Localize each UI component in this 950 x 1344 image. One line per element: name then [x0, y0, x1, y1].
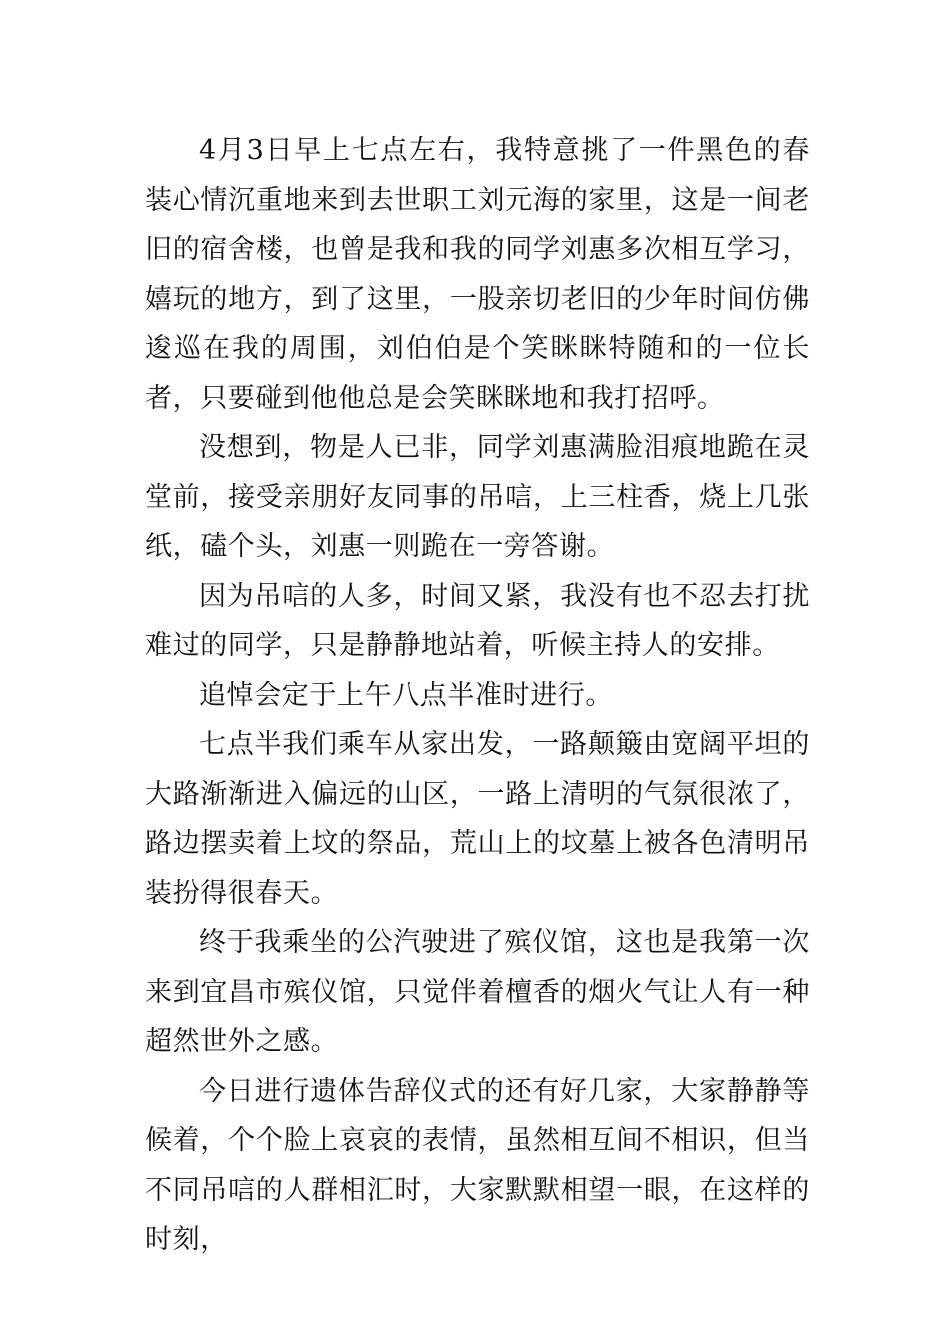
paragraph: 追悼会定于上午八点半准时进行。 [199, 679, 613, 711]
document-body [145, 126, 810, 1265]
paragraph: 因为吊唁的人多，时间又紧，我没有也不忍去打扰难过的同学，只是静静地站着，听候主持人的安排。 [145, 580, 810, 661]
paragraph: 今日进行遗体告辞仪式的还有好几家，大家静静等候着，个个脸上哀哀的表情，虽然相互间不相识，但当不同吊唁的人群相汇时，大家默默相望一眼，在这样的时刻， [145, 1075, 810, 1255]
paragraph: 终于我乘坐的公汽驶进了殡仪馆，这也是我第一次来到宜昌市殡仪馆，只觉伴着檀香的烟火气让人有一种超然世外之感。 [145, 927, 810, 1057]
paragraph: 七点半我们乘车从家出发，一路颠簸由宽阔平坦的大路渐渐进入偏远的山区，一路上清明的气氛很浓了，路边摆卖着上坟的祭品，荒山上的坟墓上被各色清明吊装扮得很春天。 [145, 729, 810, 909]
paragraph: 没想到，物是人已非，同学刘惠满脸泪痕地跪在灵堂前，接受亲朋好友同事的吊唁，上三柱香，烧上几张纸，磕个头，刘惠一则跪在一旁答谢。 [145, 432, 810, 562]
paragraph: 4月3日早上七点左右，我特意挑了一件黑色的春装心情沉重地来到去世职工刘元海的家里，这是一间老旧的宿舍楼，也曾是我和我的同学刘惠多次相互学习，嬉玩的地方，到了这里，一股亲切老旧的少年时间仿佛逡巡在我的周围，刘伯伯是个笑眯眯特随和的一位长者，只要碰到他他总是会笑眯眯地和我打招呼。 [145, 135, 810, 414]
